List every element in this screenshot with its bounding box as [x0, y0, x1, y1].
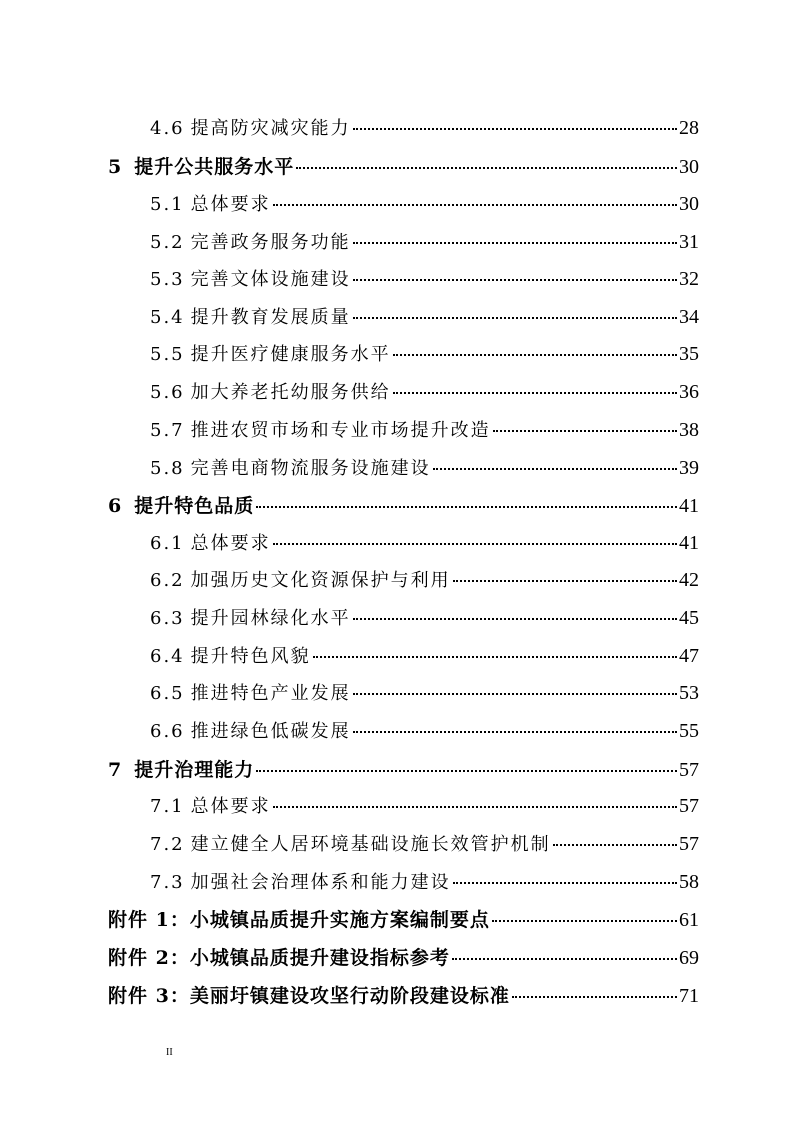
dot-leader [256, 770, 677, 772]
toc-entry-6-3[interactable] [0, 604, 800, 641]
toc-entry-page: 30 [679, 156, 699, 178]
toc-entry-number: 5.8 [150, 458, 185, 479]
toc-entry-number: 6.1 [150, 533, 185, 554]
toc-entry-number: 7.1 [150, 796, 185, 817]
toc-entry-number: 7.3 [150, 872, 185, 893]
dot-leader [353, 618, 677, 620]
toc-entry-page: 53 [679, 682, 699, 704]
toc-entry-6-6[interactable] [0, 717, 800, 754]
toc-entry-page: 58 [679, 871, 699, 893]
toc-entry-page: 57 [679, 795, 699, 817]
dot-leader [353, 279, 677, 281]
toc-entry-title: 提高防灾减灾能力 [190, 118, 351, 139]
toc-entry-page: 55 [679, 720, 699, 742]
toc-entry-title: 提升公共服务水平 [134, 156, 295, 178]
toc-entry-6-5[interactable] [0, 679, 800, 716]
toc-entry-page: 30 [679, 193, 699, 215]
toc-entry-title: 总体要求 [190, 533, 271, 554]
dot-leader [433, 468, 677, 470]
toc-entry-title: 总体要求 [190, 796, 271, 817]
dot-leader [256, 506, 677, 508]
toc-entry-number: 5.3 [150, 269, 185, 290]
toc-entry-number: 5 [108, 156, 123, 178]
toc-entry-5-5[interactable] [0, 340, 800, 377]
toc-entry-page: 45 [679, 607, 699, 629]
toc-entry-title: 推进特色产业发展 [190, 683, 351, 704]
toc-entry-4-6[interactable] [0, 114, 800, 151]
page-number-footer: II [166, 1047, 173, 1058]
toc-entry-title: 完善政务服务功能 [190, 232, 351, 253]
dot-leader [453, 882, 677, 884]
dot-leader [493, 430, 677, 432]
dot-leader [492, 920, 677, 922]
dot-leader [273, 204, 677, 206]
toc-entry-page: 35 [679, 343, 699, 365]
toc-entry-number: 6 [108, 495, 123, 517]
toc-entry-page: 34 [679, 306, 699, 328]
toc-entry-number: 6.2 [150, 570, 185, 591]
toc-entry-title: 推进农贸市场和专业市场提升改造 [190, 420, 491, 441]
toc-entry-title: 提升特色风貌 [190, 646, 311, 667]
toc-entry-5-4[interactable] [0, 303, 800, 340]
dot-leader [296, 167, 677, 169]
toc-chapter-5[interactable] [0, 152, 800, 189]
toc-entry-title: 提升园林绿化水平 [190, 608, 351, 629]
toc-entry-number: 5.6 [150, 382, 185, 403]
dot-leader [313, 656, 677, 658]
toc-entry-page: 41 [679, 495, 699, 517]
toc-entry-page: 28 [679, 117, 699, 139]
dot-leader [273, 806, 677, 808]
toc-entry-title: 加大养老托幼服务供给 [190, 382, 391, 403]
toc-entry-number: 6.5 [150, 683, 185, 704]
toc-entry-6-2[interactable] [0, 566, 800, 603]
toc-entry-6-4[interactable] [0, 642, 800, 679]
toc-entry-title: 加强社会治理体系和能力建设 [190, 872, 451, 893]
dot-leader [353, 731, 677, 733]
toc-entry-page: 69 [679, 947, 699, 969]
toc-entry-title: 提升医疗健康服务水平 [190, 344, 391, 365]
toc-entry-5-6[interactable] [0, 378, 800, 415]
dot-leader [512, 996, 677, 998]
dot-leader [353, 242, 677, 244]
toc-entry-number: 6.4 [150, 646, 185, 667]
toc-entry-title: 附件 2：小城镇品质提升建设指标参考 [108, 947, 450, 969]
toc-entry-title: 完善电商物流服务设施建设 [190, 458, 431, 479]
toc-entry-title: 提升治理能力 [134, 759, 255, 781]
toc-entry-number: 7 [108, 759, 123, 781]
toc-chapter-6[interactable] [0, 491, 800, 528]
toc-entry-5-3[interactable] [0, 265, 800, 302]
toc-entry-page: 57 [679, 833, 699, 855]
dot-leader [393, 354, 677, 356]
toc-appendix-1[interactable] [0, 905, 800, 942]
toc-appendix-2[interactable] [0, 943, 800, 980]
toc-entry-page: 47 [679, 645, 699, 667]
toc-entry-7-3[interactable] [0, 868, 800, 905]
toc-entry-page: 39 [679, 457, 699, 479]
dot-leader [553, 844, 677, 846]
toc-entry-number: 5.7 [150, 420, 185, 441]
toc-entry-5-8[interactable] [0, 454, 800, 491]
toc-entry-title: 附件 1：小城镇品质提升实施方案编制要点 [108, 909, 490, 931]
dot-leader [452, 958, 677, 960]
toc-appendix-3[interactable] [0, 981, 800, 1018]
toc-entry-page: 31 [679, 231, 699, 253]
toc-entry-page: 61 [679, 909, 699, 931]
toc-entry-number: 5.2 [150, 232, 185, 253]
toc-entry-title: 完善文体设施建设 [190, 269, 351, 290]
toc-entry-page: 41 [679, 532, 699, 554]
toc-entry-number: 5.1 [150, 194, 185, 215]
toc-entry-page: 57 [679, 759, 699, 781]
toc-entry-page: 32 [679, 268, 699, 290]
toc-entry-number: 6.6 [150, 721, 185, 742]
dot-leader [353, 317, 677, 319]
toc-entry-6-1[interactable] [0, 529, 800, 566]
toc-entry-title: 建立健全人居环境基础设施长效管护机制 [190, 834, 551, 855]
dot-leader [273, 543, 677, 545]
dot-leader [453, 580, 677, 582]
toc-entry-7-1[interactable] [0, 792, 800, 829]
toc-entry-title: 推进绿色低碳发展 [190, 721, 351, 742]
toc-entry-page: 36 [679, 381, 699, 403]
dot-leader [353, 693, 677, 695]
toc-entry-number: 4.6 [150, 118, 185, 139]
dot-leader [393, 392, 677, 394]
toc-entry-number: 7.2 [150, 834, 185, 855]
toc-entry-title: 提升特色品质 [134, 495, 255, 517]
toc-entry-page: 42 [679, 569, 699, 591]
toc-entry-page: 71 [679, 985, 699, 1007]
toc-entry-title: 提升教育发展质量 [190, 307, 351, 328]
toc-entry-title: 附件 3：美丽圩镇建设攻坚行动阶段建设标准 [108, 985, 510, 1007]
toc-entry-title: 总体要求 [190, 194, 271, 215]
toc-entry-5-2[interactable] [0, 228, 800, 265]
toc-entry-number: 5.4 [150, 307, 185, 328]
toc-entry-5-7[interactable] [0, 416, 800, 453]
toc-entry-7-2[interactable] [0, 830, 800, 867]
toc-entry-page: 38 [679, 419, 699, 441]
toc-entry-title: 加强历史文化资源保护与利用 [190, 570, 451, 591]
toc-entry-number: 5.5 [150, 344, 185, 365]
toc-chapter-7[interactable] [0, 755, 800, 792]
toc-entry-number: 6.3 [150, 608, 185, 629]
dot-leader [353, 128, 677, 130]
toc-entry-5-1[interactable] [0, 190, 800, 227]
